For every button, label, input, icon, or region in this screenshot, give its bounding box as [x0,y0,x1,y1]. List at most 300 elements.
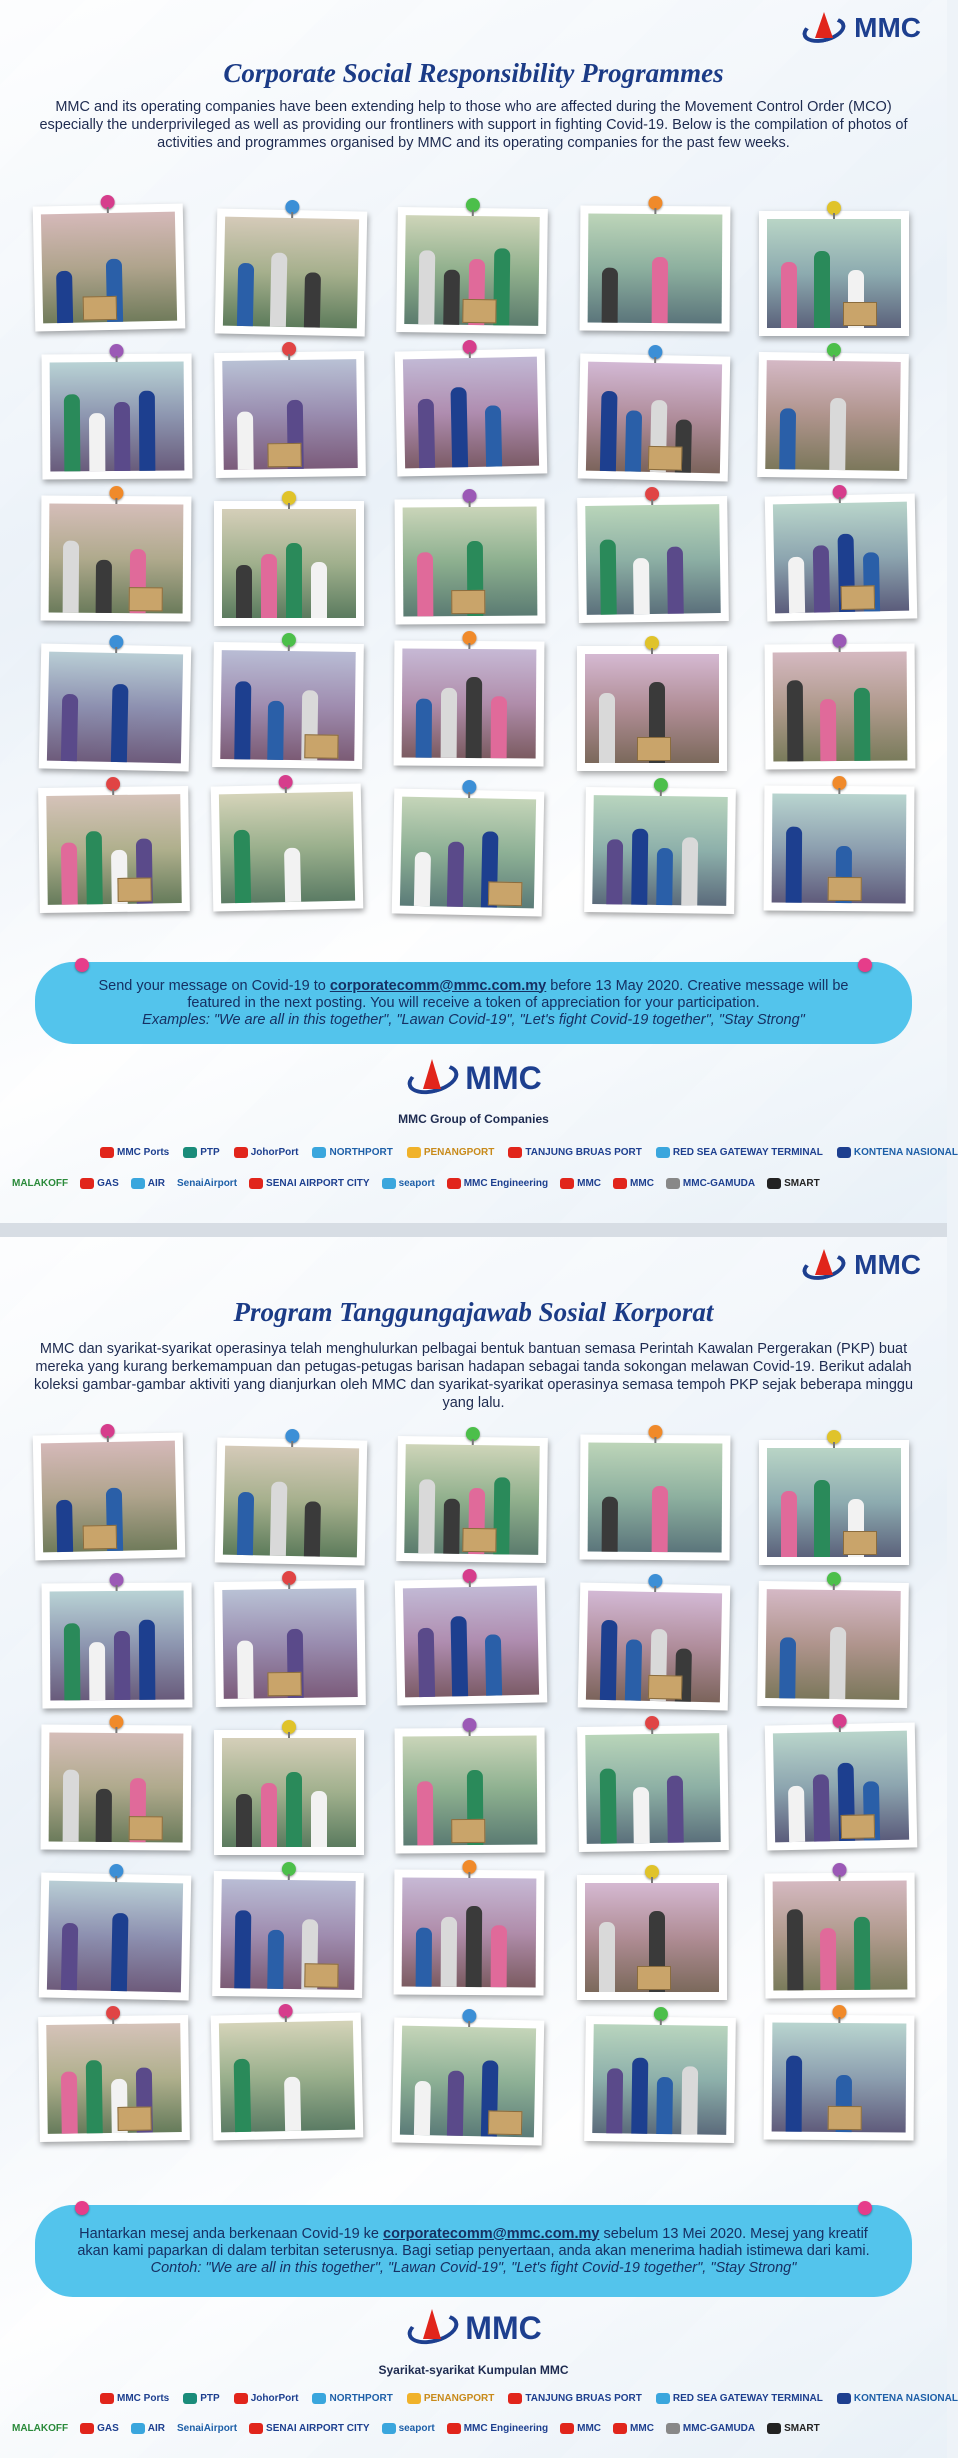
photo-card [765,643,916,769]
pin-icon [106,2006,120,2020]
photo-card [757,1581,909,1708]
pin-icon [648,345,662,359]
photo-card [577,1725,729,1852]
person-figure [236,565,252,618]
pin-icon [645,487,659,501]
email-link[interactable]: corporatecomm@mmc.com.my [383,2225,600,2242]
person-figure [625,410,642,471]
brand-name: JohorPort [250,1147,299,1158]
person-figure [491,1925,507,1987]
brand-logo [234,1147,299,1158]
brand-logo [560,1178,601,1189]
brand-logo [666,1178,755,1189]
activity-photo [219,792,355,904]
examples-text: Contoh: "We are all in this together", "Lawan Covid-19", "Let's fight Covid-19 together", "Stay Strong" [150,2259,797,2276]
person-figure [270,253,288,327]
mmc-group-logo: MMC [0,2307,947,2349]
brand-mark-icon [131,1178,145,1189]
person-figure [418,399,435,468]
brand-mark-icon [613,1178,627,1189]
activity-photo [41,1441,177,1553]
brand-logo [447,2423,548,2434]
person-figure [61,694,78,761]
brand-name: RED SEA GATEWAY TERMINAL [672,2393,823,2404]
photo-card [578,353,731,481]
person-figure [418,250,435,324]
brand-name: MALAKOFF [12,2423,69,2434]
pin-icon [109,635,123,649]
photo-card [38,786,190,913]
person-figure [414,2081,431,2135]
mmc-logo-icon [800,1247,848,1283]
pin-icon [462,340,476,354]
brand-logo [234,2393,299,2404]
pin-icon [285,1429,299,1443]
person-figure [681,837,698,905]
page-title: Program Tanggungajawab Sosial Korporat [233,1297,714,1327]
photo-card [584,787,736,914]
brand-mark-icon [80,1178,94,1189]
person-figure [304,272,321,327]
call-to-action-banner: Send your message on Covid-19 to corporatecomm@mmc.com.my before 13 May 2020. Creative message will be featured in the next posting. You will receive a token of appreciation for your participation. Examples: "We are all in this together", "Lawan Covid-19", "Let's fight Covid-19 together", "Stay Strong" [35,962,912,1044]
person-figure [466,677,483,758]
brand-logo [183,2393,219,2404]
photo-card [764,2014,915,2140]
activity-photo [403,1736,538,1846]
person-figure [270,1482,288,1556]
donation-box [117,2106,151,2130]
email-link[interactable]: corporatecomm@mmc.com.my [329,977,547,994]
brand-logo [249,2423,370,2434]
brand-mark-icon [407,1147,421,1158]
donation-box [637,737,671,761]
activity-photo [588,214,723,324]
person-figure [64,394,81,471]
person-figure [602,268,618,323]
brand-name: AIR [147,2423,166,2434]
brand-name: MMC [630,1178,654,1189]
brand-mark-icon [837,1147,851,1158]
person-figure [820,699,836,761]
brand-name: SMART [784,2423,820,2434]
brand-mark-icon [613,2423,627,2434]
brand-mark-icon [560,2423,574,2434]
brand-logos-row-1 [100,2393,958,2404]
person-figure [441,688,457,758]
activity-photo [403,507,538,617]
photo-card [577,646,727,771]
person-figure [600,1620,618,1700]
person-figure [286,1772,302,1847]
person-figure [813,1774,830,1841]
mmc-logo-icon [405,2307,461,2349]
donation-box [304,1963,338,1987]
activity-photo [222,1588,358,1699]
brand-logos-row-1 [100,1147,958,1158]
pin-icon [832,2005,846,2019]
photo-card [392,788,545,916]
pin-icon [466,1427,480,1441]
donation-box [648,446,682,471]
brand-logo [80,1178,119,1189]
person-figure [813,545,830,612]
pin-icon [645,636,659,650]
activity-photo [50,1591,185,1701]
photo-card [214,351,366,478]
brand-logo [382,2423,435,2434]
photo-card [394,1869,545,1995]
brand-name: SENAI AIRPORT CITY [266,1178,370,1189]
person-figure [600,1769,617,1844]
brand-mark-icon [767,2423,781,2434]
pin-icon [648,1425,662,1439]
pin-icon [282,1720,296,1734]
person-figure [86,2060,103,2133]
photo-card [215,208,368,336]
brand-name: MALAKOFF [12,1178,69,1189]
person-figure [416,1928,432,1987]
brand-name: MMC-GAMUDA [682,2423,756,2434]
brand-name: MMC Ports [117,2393,170,2404]
person-figure [234,2059,252,2132]
pin-icon [832,634,846,648]
brand-name: PENANGPORT [423,1147,495,1158]
photo-card [396,207,548,334]
photo-card [765,1722,918,1850]
brand-name: MMC [577,1178,602,1189]
person-figure [631,2058,648,2134]
brand-logo [508,1147,641,1158]
photo-card [33,1432,186,1560]
pin-icon [648,196,662,210]
photo-card [33,203,186,331]
brand-logo [382,1178,435,1189]
brand-mark-icon [80,2423,94,2434]
activity-photo [585,504,721,615]
person-figure [631,829,648,905]
brand-logo [12,1178,68,1189]
person-figure [781,1491,797,1557]
person-figure [599,693,615,763]
person-figure [89,413,105,471]
person-figure [779,1637,796,1698]
pin-icon [462,2009,476,2023]
brand-name: PTP [200,1147,220,1158]
activity-photo [765,1589,901,1700]
activity-photo [772,2023,907,2133]
brand-logo [177,1178,237,1189]
person-figure [779,408,796,469]
photo-card [396,1436,548,1563]
pin-icon [109,1715,123,1729]
person-figure [451,387,469,467]
person-figure [786,827,803,903]
brand-mark-icon [312,2393,326,2404]
pin-icon [282,491,296,505]
pin-icon [282,1862,296,1876]
brand-mark-icon [234,1147,248,1158]
person-figure [441,1917,457,1987]
donation-box [129,587,163,611]
pin-icon [282,342,296,356]
photo-card [212,1871,364,1998]
activity-photo [767,219,901,328]
brand-logo [666,2423,755,2434]
person-figure [781,262,797,328]
person-figure [261,554,277,618]
brand-logo [100,2393,169,2404]
donation-box [843,302,877,326]
person-figure [89,1642,105,1700]
pin-icon [832,1714,846,1728]
pin-icon [109,1573,123,1587]
activity-photo [47,1881,183,1993]
activity-photo [402,649,537,759]
photo-card [765,1872,916,1998]
pin-icon [827,201,841,215]
person-figure [111,1913,129,1991]
pin-icon [285,200,299,214]
person-figure [606,2068,623,2133]
donation-box [841,585,875,610]
donation-box [451,1819,485,1843]
pin-icon [827,343,841,357]
photo-card [580,1434,731,1560]
brand-mark-icon [666,1178,680,1189]
brand-logo [767,1178,820,1189]
pin-icon [648,1574,662,1588]
donation-box [267,1672,301,1696]
photo-card [395,348,548,476]
photo-card [42,1582,193,1708]
csr-panel-malay [0,1237,958,2458]
donation-box [828,2106,862,2130]
brand-name: NORTHPORT [329,2393,393,2404]
person-figure [86,831,103,904]
photo-card [41,1724,192,1850]
person-figure [111,684,129,762]
photo-card [759,1440,909,1565]
photo-card [578,1582,731,1710]
person-figure [418,1628,435,1697]
brand-logo [656,1147,823,1158]
photo-card [38,2015,190,2142]
brand-mark-icon [312,1147,326,1158]
photo-grid [0,1434,947,2174]
activity-photo [222,509,356,618]
activity-photo [586,362,722,474]
person-figure [485,1634,502,1695]
photo-card [584,2016,736,2143]
photo-card [759,211,909,336]
pin-icon [858,958,872,972]
donation-box [304,734,338,758]
page-title: Corporate Social Responsibility Programmes [223,58,724,88]
brand-logo [100,1147,169,1158]
person-figure [652,1486,668,1552]
person-figure [96,560,112,613]
person-figure [114,1631,130,1700]
photo-card [580,205,731,331]
activity-photo [404,1444,540,1555]
pin-icon [100,1424,114,1438]
brand-mark-icon [249,2423,263,2434]
intro-paragraph: MMC dan syarikat-syarikat operasinya telah menghulurkan pelbagai bentuk bantuan semasa Perintah Kawalan Pergerakan (PKP) buat mereka yang kurang berkemampuan dan petugas-petugas barisan hadapan sebagai tanda sokongan melawan Covid-19. Berikut adalah koleksi gambar-gambar aktiviti yang dianjurkan oleh MMC dan syarikat-syarikat operasinya semasa tempoh PKP sejak beberapa minggu yang lalu. [33,1341,914,1411]
person-figure [625,1639,642,1700]
photo-card [42,353,193,479]
brand-name: KONTENA NASIONAL [853,1147,958,1158]
pin-icon [462,1718,476,1732]
brand-logo [613,1178,654,1189]
brand-logo [80,2423,119,2434]
person-figure [854,688,871,761]
donation-box [488,2110,522,2135]
photo-card [765,493,918,621]
photo-card [395,498,546,624]
section-divider [0,1223,947,1237]
pin-icon [282,633,296,647]
person-figure [237,1492,254,1555]
activity-photo [222,1738,356,1847]
brand-mark-icon [508,2393,522,2404]
activity-photo [223,1446,359,1558]
pin-icon [462,1569,476,1583]
person-figure [311,1791,327,1847]
photo-card [395,1577,548,1705]
group-caption: Syarikat-syarikat Kumpulan MMC [378,2363,569,2377]
pin-icon [75,2201,89,2215]
photo-card [215,1437,368,1565]
person-figure [606,839,623,904]
brand-mark-icon [656,2393,670,2404]
person-figure [114,402,130,471]
person-figure [814,251,830,328]
photo-card [214,1580,366,1707]
donation-box [462,299,496,323]
brand-name: SMART [784,1178,820,1189]
brand-name: seaport [398,1178,435,1189]
activity-photo [773,502,909,614]
activity-photo [49,1733,184,1843]
pin-icon [654,778,668,792]
brand-mark-icon [131,2423,145,2434]
brand-logo [312,2393,392,2404]
person-figure [814,1480,830,1557]
brand-mark-icon [407,2393,421,2404]
pin-icon [75,958,89,972]
activity-photo [767,1448,901,1557]
person-figure [61,1923,78,1990]
pin-icon [462,631,476,645]
brand-mark-icon [234,2393,248,2404]
brand-logo [407,2393,495,2404]
person-figure [286,543,302,618]
brand-logo [312,1147,392,1158]
person-figure [854,1917,871,1990]
person-figure [600,540,617,615]
person-figure [418,1479,435,1553]
brand-mark-icon [382,2423,396,2434]
brand-mark-icon [508,1147,522,1158]
photo-card [212,642,364,769]
activity-photo [220,650,356,761]
examples-text: Examples: "We are all in this together", "Lawan Covid-19", "Let's fight Covid-19 together", "Stay Strong" [142,1011,805,1028]
activity-photo [585,1883,719,1992]
person-figure [447,2071,464,2136]
group-caption: MMC Group of Companies [398,1112,549,1126]
person-figure [284,2077,301,2131]
person-figure [788,557,805,613]
pin-icon [654,2007,668,2021]
person-figure [466,1906,483,1987]
brand-mark-icon [666,2423,680,2434]
call-to-action-banner: Hantarkan mesej anda berkenaan Covid-19 ke corporatecomm@mmc.com.my sebelum 13 Mei 2020. Mesej yang kreatif akan kami paparkan di dalam terbitan seterusnya. Bagi setiap penyertaan, anda akan menerima hadiah istimewa dari kami. Contoh: "We are all in this together", "Lawan Covid-19", "Let's fight Covid-19 together", "Stay Strong" [35,2205,912,2297]
brand-name: MMC [577,2423,602,2434]
mmc-logo-icon [405,1057,461,1099]
pin-icon [462,489,476,503]
person-figure [236,1794,252,1847]
brand-mark-icon [560,1178,574,1189]
person-figure [417,1781,433,1845]
donation-box [129,1816,163,1840]
photo-card [39,1872,192,2000]
person-figure [234,830,252,903]
activity-photo [773,652,908,762]
activity-photo [219,2021,355,2133]
brand-name: MMC Ports [117,1147,170,1158]
person-figure [268,701,285,760]
person-figure [139,1620,156,1700]
activity-photo [592,2024,728,2135]
brand-logo [613,2423,654,2434]
person-figure [491,696,507,758]
brand-mark-icon [382,1178,396,1189]
person-figure [602,1497,618,1552]
donation-box [637,1966,671,1990]
person-figure [63,1770,80,1842]
pin-icon [466,198,480,212]
brand-mark-icon [183,1147,197,1158]
person-figure [311,562,327,618]
activity-photo [588,1443,723,1553]
person-figure [443,270,460,325]
brand-name: PENANGPORT [423,2393,495,2404]
pin-icon [832,1863,846,1877]
brand-logo [837,2393,958,2404]
person-figure [56,1500,73,1552]
brand-logo [131,1178,165,1189]
person-figure [416,699,432,758]
brand-name: TANJUNG BRUAS PORT [525,1147,642,1158]
person-figure [417,552,433,616]
pin-icon [462,1860,476,1874]
person-figure [63,541,80,613]
activity-photo [400,797,536,909]
photo-card [211,783,364,911]
brand-name: seaport [398,2423,435,2434]
donation-box [828,877,862,901]
brand-name: RED SEA GATEWAY TERMINAL [672,1147,823,1158]
pin-icon [282,1571,296,1585]
person-figure [234,681,251,759]
person-figure [237,263,254,326]
activity-photo [222,359,358,470]
donation-box [451,590,485,614]
person-figure [656,848,673,905]
photo-card [392,2017,545,2145]
person-figure [414,852,431,906]
activity-photo [402,1878,537,1988]
